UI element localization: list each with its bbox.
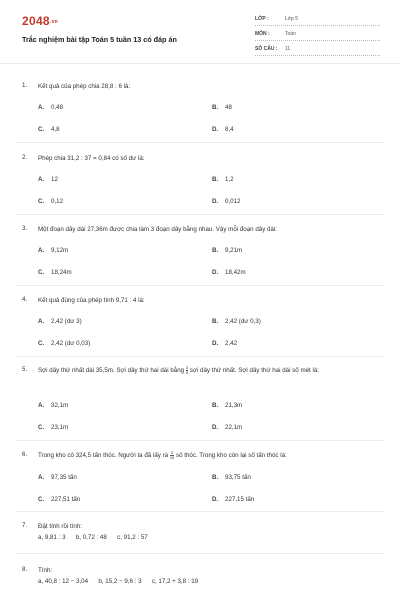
logo-suffix: .vn [49, 18, 59, 25]
option-text: 227,51 tấn [51, 496, 81, 503]
meta-key: MÔN : [255, 31, 270, 37]
option-text: 18,24m [51, 269, 72, 276]
meta-row-class [255, 14, 380, 26]
question-text: Tính: [38, 567, 53, 574]
option-text: 4,8 [51, 126, 60, 133]
option-letter: C. [38, 496, 45, 503]
question-number: 4. [22, 296, 28, 303]
question-number: 8. [22, 566, 28, 573]
option-letter: A. [38, 318, 45, 325]
option-text: 8,4 [225, 126, 234, 133]
option-text: 48 [225, 104, 232, 111]
question-text [38, 451, 378, 461]
option-letter: A. [38, 402, 45, 409]
divider [16, 511, 384, 512]
option-d [212, 496, 254, 503]
question-text: Phép chia 31,2 : 37 = 0,84 có số dư là: [38, 155, 145, 162]
option-text: 2,42 (dư 0,3) [225, 318, 261, 325]
option-c [38, 340, 90, 347]
option-letter: C. [38, 126, 45, 133]
option-d [212, 340, 237, 347]
option-a [38, 104, 63, 111]
divider [16, 440, 384, 441]
option-text: 18,42m [225, 269, 246, 276]
option-a [38, 247, 68, 254]
question-text: Kết quả của phép chia 28,8 : 6 là: [38, 83, 131, 90]
option-text: 2,42 (dư 3) [51, 318, 82, 325]
fraction [186, 366, 188, 375]
divider [16, 356, 384, 357]
option-c [38, 424, 68, 431]
option-d [212, 269, 246, 276]
logo-text: 2048 [22, 14, 50, 28]
question-subparts: a, 40,8 : 12 − 3,04 b, 15,2 − 9,6 : 3 c, 17,2 + 3,8 : 19 [38, 578, 199, 585]
fraction-numerator: 3 [185, 365, 189, 370]
option-text: 9,21m [225, 247, 243, 254]
option-letter: C. [38, 198, 45, 205]
question-text: Đặt tính rồi tính: [38, 523, 83, 530]
option-text: 23,1m [51, 424, 69, 431]
meta-row-count [255, 44, 380, 56]
option-b [212, 247, 242, 254]
question-number: 2. [22, 154, 28, 161]
question-text-part: số thóc. Trong kho còn lại số tấn thóc là: [176, 452, 287, 460]
option-letter: A. [38, 247, 45, 254]
option-letter: A. [38, 474, 45, 481]
option-b [212, 318, 261, 325]
option-text: 0,48 [51, 104, 64, 111]
document-header [0, 0, 400, 64]
meta-value: 11 [285, 46, 291, 52]
option-text: 21,3m [225, 402, 243, 409]
option-text: 32,1m [51, 402, 69, 409]
option-d [212, 126, 234, 133]
question-text [38, 366, 378, 376]
question-text: Một đoạn dây dài 27,36m được chia làm 3 đoạn dây bằng nhau. Vậy mỗi đoạn dây dài: [38, 226, 278, 233]
option-text: 97,35 tấn [51, 474, 77, 481]
site-logo[interactable] [22, 14, 58, 28]
meta-row-subject [255, 29, 380, 41]
fraction-denominator: 10 [169, 455, 175, 460]
meta-key: SỐ CÂU : [255, 46, 278, 52]
fraction-numerator: 3 [170, 450, 174, 455]
option-b [212, 176, 234, 183]
question-text-part: sợi dây thứ nhất. Sợi dây thứ hai dài số mét là: [189, 367, 320, 375]
option-text: 22,1m [225, 424, 243, 431]
option-a [38, 176, 58, 183]
option-letter: D. [212, 269, 219, 276]
divider [16, 285, 384, 286]
question-text: Kết quả đúng của phép tính 9,71 : 4 là: [38, 297, 145, 304]
option-text: 227,15 tấn [225, 496, 255, 503]
option-letter: B. [212, 318, 219, 325]
option-letter: B. [212, 474, 219, 481]
divider [16, 214, 384, 215]
option-letter: C. [38, 424, 45, 431]
option-b [212, 104, 232, 111]
option-letter: B. [212, 247, 219, 254]
option-b [212, 402, 242, 409]
option-letter: A. [38, 176, 45, 183]
option-letter: D. [212, 198, 219, 205]
question-text-part: Sợi dây thứ nhất dài 35,5m. Sợi dây thứ hai dài bằng [38, 367, 185, 375]
document-title: Trắc nghiệm bài tập Toán 5 tuần 13 có đáp án [22, 35, 177, 44]
fraction-denominator: 5 [185, 370, 189, 375]
option-c [38, 269, 72, 276]
meta-key: LỚP : [255, 16, 269, 22]
question-subparts: a, 9,81 : 3 b, 0,72 : 48 c, 91,2 : 57 [38, 534, 148, 541]
option-c [38, 496, 80, 503]
option-text: 9,12m [51, 247, 69, 254]
option-letter: D. [212, 126, 219, 133]
option-a [38, 402, 68, 409]
option-c [38, 126, 60, 133]
option-text: 12 [51, 176, 58, 183]
option-letter: B. [212, 176, 219, 183]
option-text: 1,2 [225, 176, 234, 183]
option-letter: D. [212, 424, 219, 431]
option-d [212, 198, 240, 205]
meta-value: Lớp 5 [285, 16, 299, 22]
meta-value: Toán [285, 31, 296, 37]
divider [16, 553, 384, 554]
question-number: 6. [22, 451, 28, 458]
option-letter: C. [38, 269, 45, 276]
question-number: 7. [22, 522, 28, 529]
option-letter: B. [212, 104, 219, 111]
question-number: 1. [22, 82, 28, 89]
option-text: 2,42 (dư 0,03) [51, 340, 91, 347]
option-letter: D. [212, 496, 219, 503]
option-letter: D. [212, 340, 219, 347]
option-c [38, 198, 63, 205]
option-a [38, 474, 77, 481]
option-text: 93,75 tấn [225, 474, 251, 481]
option-letter: A. [38, 104, 45, 111]
option-text: 0,12 [51, 198, 64, 205]
option-letter: B. [212, 402, 219, 409]
divider [16, 142, 384, 143]
option-letter: C. [38, 340, 45, 347]
option-b [212, 474, 251, 481]
option-text: 2,42 [225, 340, 238, 347]
fraction [170, 451, 174, 460]
question-number: 3. [22, 225, 28, 232]
option-a [38, 318, 82, 325]
option-text: 0,012 [225, 198, 241, 205]
option-d [212, 424, 242, 431]
question-number: 5. [22, 366, 28, 373]
question-text-part: Trong kho có 324,5 tấn thóc. Người ta đã lấy ra [38, 452, 169, 460]
